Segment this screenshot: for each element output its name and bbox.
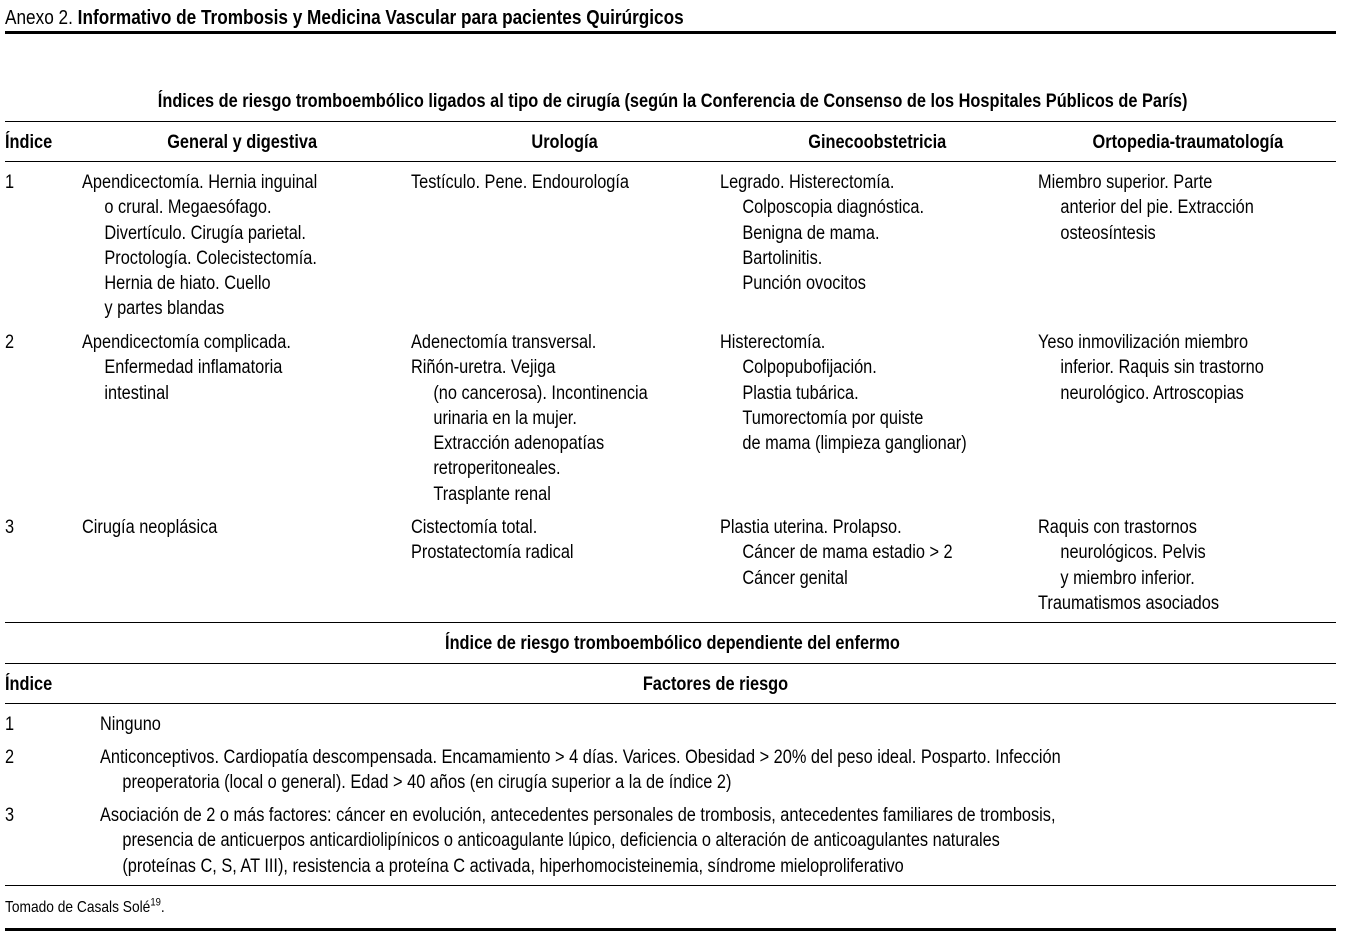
cell-gineco: Plastia uterina. Prolapso. Cáncer de mama estadio > 2 Cáncer genital <box>720 517 953 589</box>
cell-urologia: Adenectomía transversal. Riñón-uretra. Vejiga (no cancerosa). Incontinencia urinaria en la mujer. Extracción adenopatías retroperitoneales. Trasplante renal <box>411 332 648 505</box>
col-header-indice: Índice <box>5 674 53 695</box>
col-header-indice: Índice <box>5 132 53 153</box>
col-header-factores: Factores de riesgo <box>642 674 788 695</box>
cell-gineco: Legrado. Histerectomía. Colposcopia diagnóstica. Benigna de mama. Bartolinitis. Punción ovocitos <box>720 172 925 295</box>
annex-title: Informativo de Trombosis y Medicina Vascular para pacientes Quirúrgicos <box>77 7 684 29</box>
cell-ortopedia: Miembro superior. Parte anterior del pie. Extracción osteosíntesis <box>1038 172 1254 244</box>
cell-factores: Asociación de 2 o más factores: cáncer en evolución, antecedentes personales de trombosis, antecedentes familiares de trombosis, presencia de anticuerpos anticardiolipínicos o anticoagulante lúpico, deficiencia o alteración de anticoagulantes naturales (proteínas C, S, AT III), resistencia a proteína C activada, hiperhomocisteinemia, síndrome mieloproliferativo <box>100 805 1056 877</box>
cell-urologia: Testículo. Pene. Endourología <box>411 172 630 193</box>
table2-caption: Índice de riesgo tromboembólico dependiente del enfermo <box>445 633 900 654</box>
divider <box>5 703 1336 704</box>
divider <box>5 161 1336 162</box>
divider <box>5 622 1336 623</box>
cell-ortopedia: Yeso inmovilización miembro inferior. Raquis sin trastorno neurológico. Artroscopias <box>1038 332 1264 404</box>
cell-urologia: Cistectomía total. Prostatectomía radical <box>411 517 574 564</box>
row-index: 2 <box>5 332 15 353</box>
row-index: 3 <box>5 805 15 826</box>
cell-general: Apendicectomía. Hernia inguinal o crural. Megaesófago. Divertículo. Cirugía parietal. Proctología. Colecistectomía. Hernia de hiato. Cuello y partes blandas <box>82 172 318 320</box>
cell-factores: Anticonceptivos. Cardiopatía descompensada. Encamamiento > 4 días. Varices. Obesidad > 20% del peso ideal. Posparto. Infección preoperatoria (local o general). Edad > 40 años (en cirugía superior a la de índice 2) <box>100 747 1061 794</box>
footnote: Tomado de Casals Solé$^{19}$. <box>5 896 165 916</box>
divider <box>5 121 1336 122</box>
row-index: 2 <box>5 747 15 768</box>
bottom-rule <box>5 928 1336 931</box>
table1-caption: Índices de riesgo tromboembólico ligados al tipo de cirugía (según la Conferencia de Consenso de los Hospitales Públicos de París) <box>157 91 1188 112</box>
row-index: 1 <box>5 714 15 735</box>
footnote-ref: 19 <box>150 896 161 909</box>
col-header-general: General y digestiva <box>167 132 317 153</box>
cell-general: Apendicectomía complicada. Enfermedad inflamatoria intestinal <box>82 332 291 404</box>
col-header-urologia: Urología <box>531 132 599 153</box>
divider <box>5 663 1336 664</box>
annex-label: Anexo 2. <box>5 7 73 29</box>
cell-gineco: Histerectomía. Colpopubofijación. Plastia tubárica. Tumorectomía por quiste de mama (limpieza ganglionar) <box>720 332 967 455</box>
col-header-gineco: Ginecoobstetricia <box>808 132 947 153</box>
cell-factores: Ninguno <box>100 714 161 735</box>
cell-general: Cirugía neoplásica <box>82 517 218 538</box>
col-header-ortopedia: Ortopedia-traumatología <box>1092 132 1284 153</box>
document-title <box>5 6 794 30</box>
title-rule <box>5 31 1336 34</box>
row-index: 1 <box>5 172 15 193</box>
row-index: 3 <box>5 517 15 538</box>
cell-ortopedia: Raquis con trastornos neurológicos. Pelvis y miembro inferior. Traumatismos asociados <box>1038 517 1220 614</box>
divider <box>5 885 1336 886</box>
